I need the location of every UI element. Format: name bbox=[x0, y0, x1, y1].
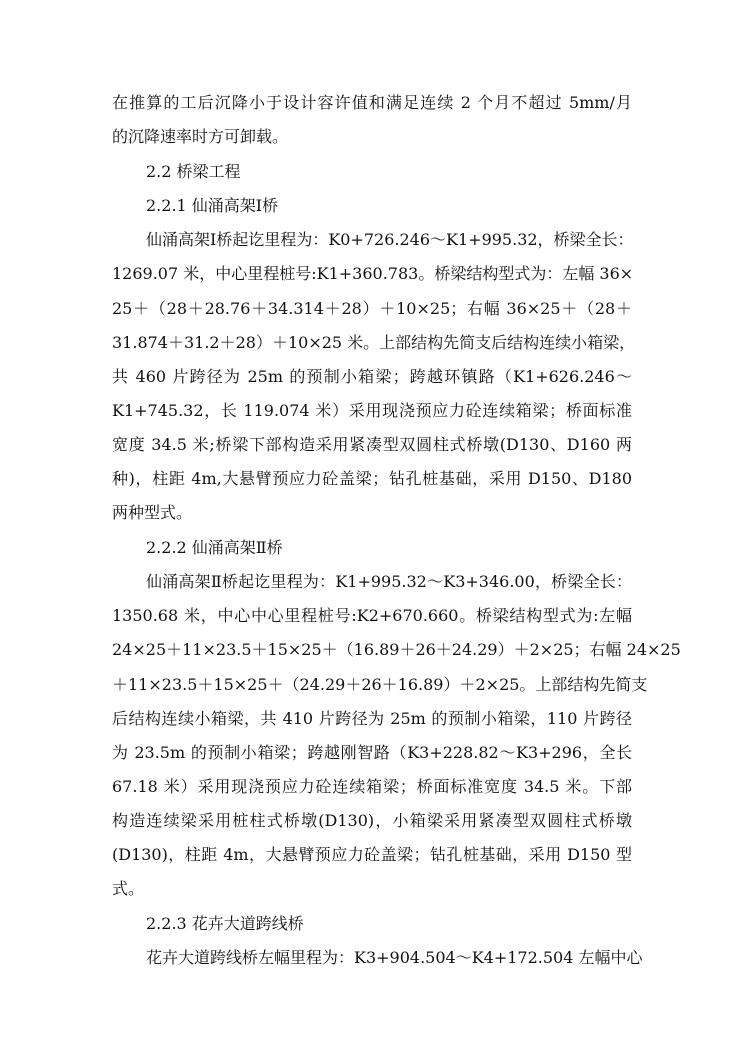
text-line: 后结构连续小箱梁，共 410 片跨径为 25m 的预制小箱梁，110 片跨径 bbox=[112, 709, 632, 728]
subsection-heading: 2.2.2 仙涌高架Ⅱ桥 bbox=[146, 538, 283, 557]
text-line: 24×25＋11×23.5＋15×25＋（16.89＋26＋24.29）＋2×25；右幅 24×25 bbox=[112, 640, 681, 659]
text-line: 种)，柱距 4m,大悬臂预应力砼盖梁；钻孔桩基础，采用 D150、D180 bbox=[112, 469, 632, 488]
text-line: 的沉降速率时方可卸载。 bbox=[112, 127, 289, 146]
text-line: 花卉大道跨线桥左幅里程为：K3+904.504～K4+172.504 左幅中心 bbox=[146, 948, 643, 967]
text-line: 为 23.5m 的预制小箱梁；跨越刚智路（K3+228.82～K3+296，全长 bbox=[112, 743, 632, 762]
text-line: 两种型式。 bbox=[112, 503, 193, 522]
subsection-heading: 2.2.1 仙涌高架Ⅰ桥 bbox=[146, 196, 279, 215]
text-line: 1269.07 米，中心里程桩号:K1+360.783。桥梁结构型式为：左幅 36× bbox=[112, 264, 634, 283]
text-line: ＋11×23.5＋15×25＋（24.29＋26＋16.89）＋2×25。上部结构先简支 bbox=[112, 675, 648, 694]
text-line: K1+745.32，长 119.074 米）采用现浇预应力砼连续箱梁；桥面标准 bbox=[112, 401, 632, 420]
text-line: 1350.68 米，中心中心里程桩号:K2+670.660。桥梁结构型式为:左幅 bbox=[112, 606, 632, 625]
text-line: 仙涌高架Ⅰ桥起讫里程为：K0+726.246～K1+995.32，桥梁全长： bbox=[146, 230, 634, 249]
text-line: 31.874＋31.2＋28）＋10×25 米。上部结构先简支后结构连续小箱梁， bbox=[112, 333, 636, 352]
text-line: 在推算的工后沉降小于设计容许值和满足连续 2 个月不超过 5mm/月 bbox=[112, 93, 632, 112]
text-line: 构造连续梁采用桩柱式桥墩(D130)，小箱梁采用紧凑型双圆柱式桥墩 bbox=[112, 811, 632, 830]
text-line: (D130)，柱距 4m，大悬臂预应力砼盖梁；钻孔桩基础，采用 D150 型 bbox=[112, 845, 632, 864]
text-line: 仙涌高架Ⅱ桥起讫里程为：K1+995.32～K3+346.00，桥梁全长： bbox=[146, 572, 632, 591]
text-line: 67.18 米）采用现浇预应力砼连续箱梁；桥面标准宽度 34.5 米。下部 bbox=[112, 777, 632, 796]
section-heading: 2.2 桥梁工程 bbox=[146, 162, 241, 181]
text-line: 共 460 片跨径为 25m 的预制小箱梁；跨越环镇路（K1+626.246～ bbox=[112, 367, 632, 386]
subsection-heading: 2.2.3 花卉大道跨线桥 bbox=[146, 914, 304, 933]
text-line: 宽度 34.5 米;桥梁下部构造采用紧凑型双圆柱式桥墩(D130、D160 两 bbox=[112, 435, 632, 454]
text-line: 25＋（28＋28.76＋34.314＋28）＋10×25；右幅 36×25＋（28＋ bbox=[112, 299, 632, 318]
text-line: 式。 bbox=[112, 879, 145, 898]
